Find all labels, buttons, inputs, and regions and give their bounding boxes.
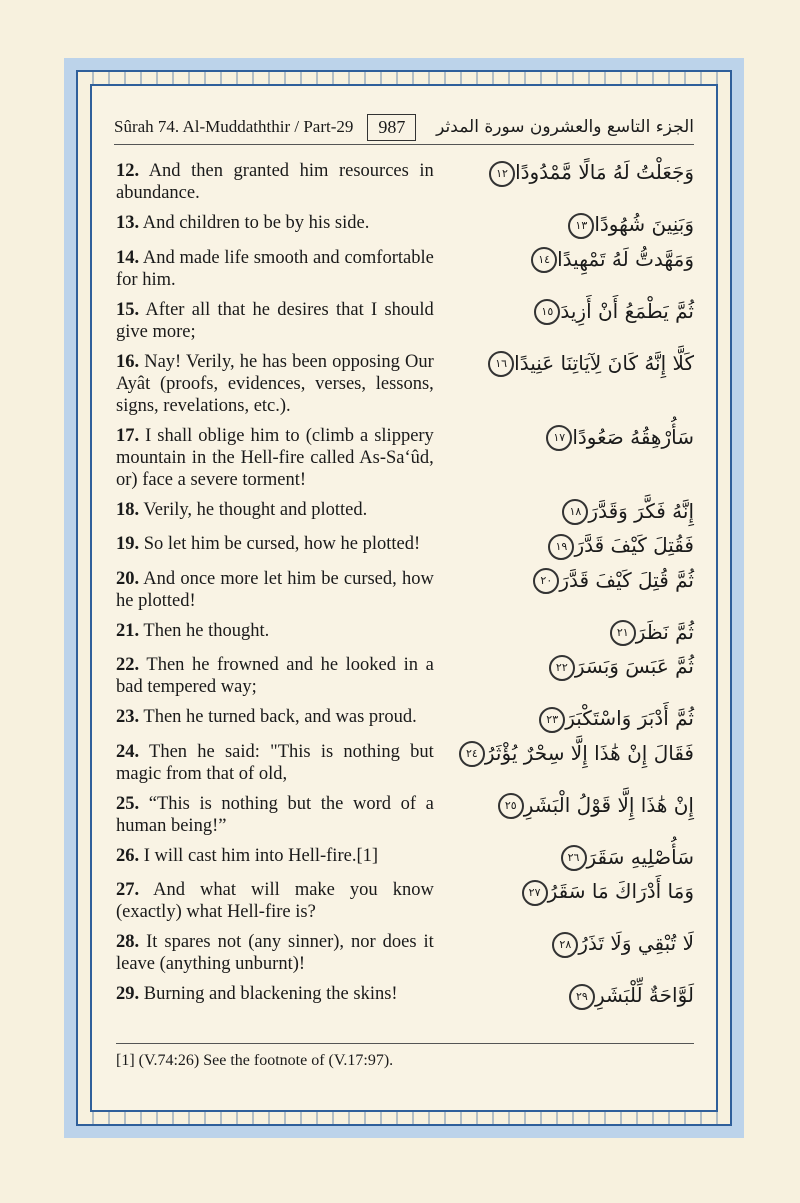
verse-text: And once more let him be cursed, how he plotted! — [116, 568, 434, 611]
arabic-text: وَمَهَّدتُّ لَهُ تَمْهِيدًا — [557, 246, 694, 271]
ayah-end-marker: ١٤ — [531, 247, 557, 273]
verse-row — [116, 879, 694, 923]
verse-arabic — [434, 793, 694, 820]
verse-arabic — [434, 845, 694, 872]
verse-arabic — [434, 212, 694, 239]
verse-translation — [116, 351, 434, 417]
verse-translation — [116, 931, 434, 975]
verse-text: After all that he desires that I should give more; — [116, 299, 434, 342]
arabic-text: إِنَّهُ فَكَّرَ وَقَدَّرَ — [588, 498, 694, 523]
verse-row — [116, 741, 694, 785]
verse-row — [116, 793, 694, 837]
arabic-text: وَجَعَلْتُ لَهُ مَالًا مَّمْدُودًا — [515, 160, 694, 184]
verse-translation — [116, 741, 434, 785]
verse-translation — [116, 533, 434, 555]
arabic-text: ثُمَّ قُتِلَ كَيْفَ قَدَّرَ — [559, 567, 694, 592]
verse-number: 24. — [116, 741, 140, 762]
verse-arabic — [434, 299, 694, 326]
ayah-end-marker: ٢٨ — [552, 932, 578, 958]
verse-number: 29. — [116, 984, 140, 1004]
verse-number: 13. — [116, 213, 140, 233]
verse-text: Burning and blackening the skins! — [143, 984, 398, 1004]
page-header — [114, 110, 694, 145]
verse-text: I will cast him into Hell-fire.[1] — [143, 845, 379, 866]
verse-text: Nay! Verily, he has been opposing Our Ayât (proofs, evidences, verses, lessons, signs, revelations, etc.). — [116, 351, 434, 416]
verse-list — [116, 160, 694, 1010]
verse-number: 15. — [116, 299, 140, 320]
verse-arabic — [434, 568, 694, 595]
arabic-text: ثُمَّ نَظَرَ — [635, 619, 694, 644]
verse-translation — [116, 568, 434, 612]
verse-translation — [116, 247, 434, 291]
arabic-text: كَلَّا إِنَّهُ كَانَ لِآيَاتِنَا عَنِيدًا — [514, 350, 694, 375]
verse-row — [116, 160, 694, 204]
arabic-text: وَبَنِينَ شُهُودًا — [594, 212, 694, 236]
verse-translation — [116, 879, 434, 923]
surah-title: Sûrah 74. Al-Muddaththir / Part-29 — [114, 117, 354, 136]
verse-text: Then he turned back, and was proud. — [143, 707, 417, 727]
verse-number: 18. — [116, 499, 140, 520]
arabic-text: ثُمَّ عَبَسَ وَبَسَرَ — [574, 654, 694, 678]
verse-arabic — [434, 533, 694, 560]
verse-translation — [116, 499, 434, 521]
ayah-end-marker: ٢١ — [610, 620, 636, 646]
verse-arabic — [434, 247, 694, 274]
verse-arabic — [434, 706, 694, 733]
verse-translation — [116, 212, 434, 234]
verse-arabic — [434, 654, 694, 681]
verse-number: 20. — [116, 568, 140, 589]
verse-arabic — [434, 620, 694, 647]
ayah-end-marker: ٢٧ — [522, 880, 548, 906]
verse-row — [116, 568, 694, 612]
ayah-end-marker: ١٣ — [568, 213, 594, 239]
arabic-text: ثُمَّ يَطْمَعُ أَنْ أَزِيدَ — [560, 298, 694, 323]
verse-translation — [116, 983, 434, 1005]
ayah-end-marker: ١٢ — [489, 161, 515, 187]
ayah-end-marker: ٢٢ — [549, 655, 575, 681]
verse-text: Then he thought. — [143, 620, 270, 641]
verse-row — [116, 247, 694, 291]
verse-row — [116, 983, 694, 1010]
verse-row — [116, 351, 694, 417]
verse-arabic — [434, 879, 694, 906]
verse-text: Verily, he thought and plotted. — [143, 499, 368, 520]
ayah-end-marker: ١٨ — [562, 499, 588, 525]
verse-text: And what will make you know (exactly) what Hell-fire is? — [116, 880, 434, 922]
verse-translation — [116, 654, 434, 698]
verse-translation — [116, 845, 434, 867]
verse-text: And made life smooth and comfortable for him. — [116, 247, 434, 290]
arabic-header: الجزء التاسع والعشرون سورة المدثر — [436, 117, 694, 137]
verse-arabic — [434, 351, 694, 378]
verse-translation — [116, 160, 434, 204]
ayah-end-marker: ٢٠ — [533, 568, 559, 594]
verse-arabic — [434, 931, 694, 958]
verse-translation — [116, 620, 434, 642]
arabic-text: سَأُصْلِيهِ سَقَرَ — [586, 844, 694, 869]
verse-arabic — [434, 160, 694, 187]
verse-translation — [116, 299, 434, 343]
verse-text: And then granted him resources in abundance. — [116, 161, 434, 203]
verse-text: Then he said: "This is nothing but magic from that of old, — [116, 741, 434, 784]
footnote: [1] (V.74:26) See the footnote of (V.17:97). — [116, 1043, 694, 1070]
arabic-text: سَأُرْهِقُهُ صَعُودًا — [572, 424, 694, 449]
arabic-text: فَقَالَ إِنْ هَٰذَا إِلَّا سِحْرٌ يُؤْثَرُ — [484, 740, 694, 765]
verse-row — [116, 533, 694, 560]
ayah-end-marker: ٢٣ — [539, 707, 565, 733]
verse-row — [116, 654, 694, 698]
arabic-text: فَقُتِلَ كَيْفَ قَدَّرَ — [574, 533, 694, 557]
verse-text: Then he frowned and he looked in a bad tempered way; — [116, 655, 434, 697]
verse-number: 21. — [116, 620, 140, 641]
verse-number: 17. — [116, 425, 140, 446]
verse-number: 19. — [116, 534, 140, 554]
verse-number: 12. — [116, 161, 140, 181]
verse-number: 25. — [116, 793, 140, 814]
verse-number: 16. — [116, 351, 140, 372]
verse-row — [116, 212, 694, 239]
arabic-text: إِنْ هَٰذَا إِلَّا قَوْلُ الْبَشَرِ — [523, 792, 694, 817]
verse-number: 26. — [116, 845, 140, 866]
verse-text: It spares not (any sinner), nor does it leave (anything unburnt)! — [116, 932, 434, 974]
verse-translation — [116, 706, 434, 728]
verse-text: “This is nothing but the word of a human being!” — [116, 793, 434, 836]
verse-arabic — [434, 741, 694, 768]
page-number: 987 — [367, 114, 416, 141]
verse-translation — [116, 793, 434, 837]
ayah-end-marker: ٢٥ — [498, 793, 524, 819]
verse-arabic — [434, 983, 694, 1010]
verse-number: 23. — [116, 707, 140, 727]
verse-row — [116, 931, 694, 975]
ayah-end-marker: ٢٦ — [561, 845, 587, 871]
verse-number: 14. — [116, 247, 140, 268]
ayah-end-marker: ٢٩ — [569, 984, 595, 1010]
arabic-text: وَمَا أَدْرَاكَ مَا سَقَرُ — [547, 879, 694, 903]
verse-row — [116, 845, 694, 872]
arabic-text: لَوَّاحَةٌ لِّلْبَشَرِ — [594, 983, 694, 1007]
verse-translation — [116, 425, 434, 491]
ayah-end-marker: ١٥ — [534, 299, 560, 325]
arabic-text: لَا تُبْقِي وَلَا تَذَرُ — [578, 931, 694, 955]
verse-arabic — [434, 499, 694, 526]
verse-text: And children to be by his side. — [142, 213, 370, 233]
ayah-end-marker: ١٧ — [546, 425, 572, 451]
ayah-end-marker: ١٩ — [548, 534, 574, 560]
verse-text: I shall oblige him to (climb a slippery mountain in the Hell-fire called As-Sa‘ûd, or) face a severe torment! — [116, 425, 434, 490]
verse-row — [116, 620, 694, 647]
verse-number: 22. — [116, 655, 140, 675]
verse-row — [116, 299, 694, 343]
verse-number: 28. — [116, 932, 140, 952]
verse-row — [116, 499, 694, 526]
arabic-text: ثُمَّ أَدْبَرَ وَاسْتَكْبَرَ — [565, 706, 694, 730]
verse-arabic — [434, 425, 694, 452]
page-border-frame — [64, 58, 744, 1138]
verse-row — [116, 425, 694, 491]
page-body — [90, 84, 718, 1112]
verse-row — [116, 706, 694, 733]
verse-text: So let him be cursed, how he plotted! — [143, 534, 421, 554]
verse-number: 27. — [116, 880, 140, 900]
ayah-end-marker: ٢٤ — [459, 741, 485, 767]
ayah-end-marker: ١٦ — [488, 351, 514, 377]
